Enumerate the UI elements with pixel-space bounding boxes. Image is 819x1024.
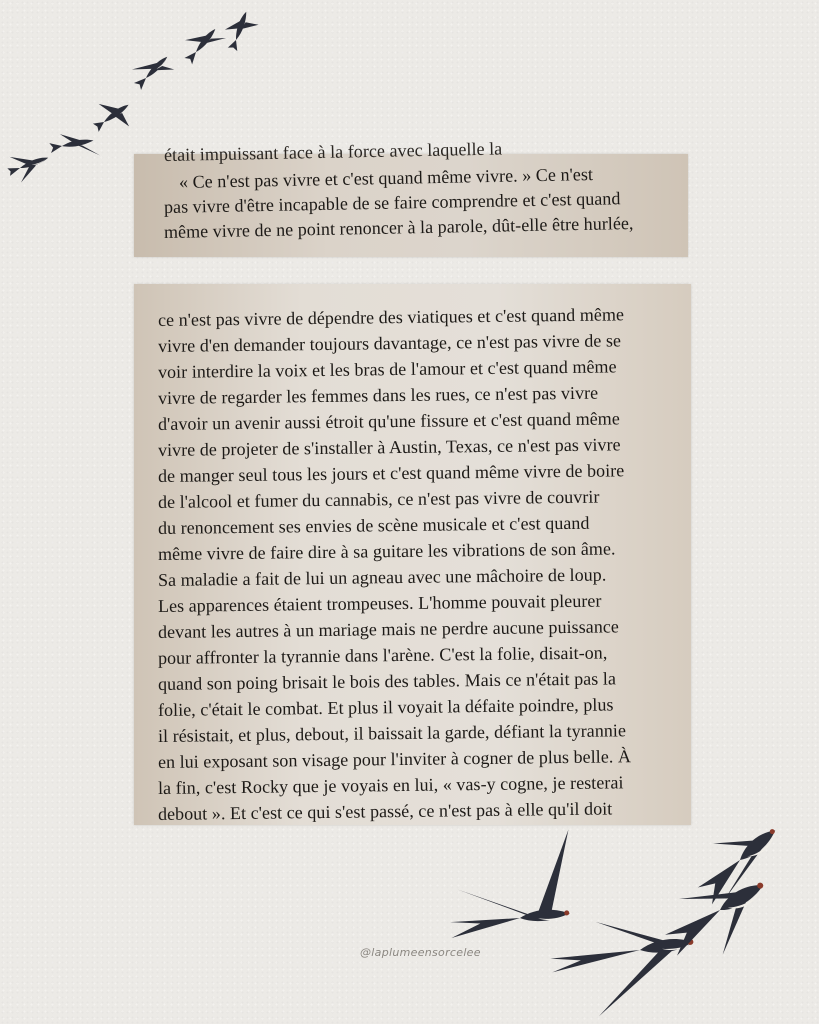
text-line: vivre de regarder les femmes dans les rues, ce n'est pas vivre — [157, 382, 599, 408]
text-line: de manger seul tous les jours et c'est quand même vivre de boire — [157, 460, 625, 486]
text-line: d'avoir un avenir aussi étroit qu'une fissure et c'est quand même — [157, 408, 620, 434]
swallow-icon — [48, 128, 100, 164]
text-line: quand son poing brisait le bois des tables. Mais ce n'était pas la — [157, 668, 617, 694]
text-line: la fin, c'est Rocky que je voyais en lui, « vas-y cogne, je resterai — [157, 772, 624, 798]
swallow-icon — [176, 19, 226, 70]
book-excerpt-top — [134, 138, 688, 257]
text-line: vivre d'en demander toujours davantage, ce n'est pas vivre de se — [157, 330, 622, 356]
swallow-icon — [546, 909, 702, 1022]
text-line: même vivre de ne point renoncer à la parole, dût-elle être hurlée, — [163, 212, 634, 242]
text-line: était impuissant face à la force avec laquelle la — [163, 138, 503, 165]
swallow-icon — [219, 7, 261, 55]
text-line: devant les autres à un mariage mais ne perdre aucune puissance — [157, 616, 619, 642]
text-line: « Ce n'est pas vivre et c'est quand même vivre. » Ce n'est — [178, 164, 594, 192]
text-line: folie, c'était le combat. Et plus il voyait la défaite poindre, plus — [157, 694, 614, 720]
text-line: du renoncement ses envies de scène musicale et c'est quand — [157, 512, 590, 538]
text-line: voir interdire la voix et les bras de l'amour et c'est quand même — [157, 356, 617, 382]
swallow-icon — [126, 45, 177, 96]
text-line: pas vivre d'être incapable de se faire comprendre et c'est quand — [163, 188, 621, 217]
text-line: vivre de projeter de s'installer à Austin, Texas, ce n'est pas vivre — [157, 434, 621, 460]
swallow-icon — [443, 829, 577, 938]
text-line: debout ». Et c'est ce qui s'est passé, ce n'est pas à elle qu'il doit — [157, 798, 613, 824]
text-line: même vivre de faire dire à sa guitare les vibrations de son âme. — [157, 538, 616, 564]
text-line: Sa maladie a fait de lui un agneau avec une mâchoire de loup. — [157, 564, 607, 590]
swallow-icon — [4, 145, 53, 186]
text-line: il résistait, et plus, debout, il baissait la garde, défiant la tyrannie — [157, 720, 627, 746]
text-line: en lui exposant son visage pour l'inviter à cogner de plus belle. À — [157, 746, 632, 772]
book-excerpt-main — [134, 284, 691, 825]
swallow-icon — [85, 90, 138, 142]
text-line: Les apparences étaient trompeuses. L'homme pouvait pleurer — [157, 590, 602, 616]
text-line: de l'alcool et fumer du cannabis, ce n'est pas vivre de couvrir — [157, 486, 600, 512]
text-line: ce n'est pas vivre de dépendre des viatiques et c'est quand même — [157, 304, 625, 330]
text-line: pour affronter la tyrannie dans l'arène. C'est la folie, disait-on, — [157, 642, 608, 668]
watermark-handle: @laplumeensorcelee — [360, 946, 481, 959]
